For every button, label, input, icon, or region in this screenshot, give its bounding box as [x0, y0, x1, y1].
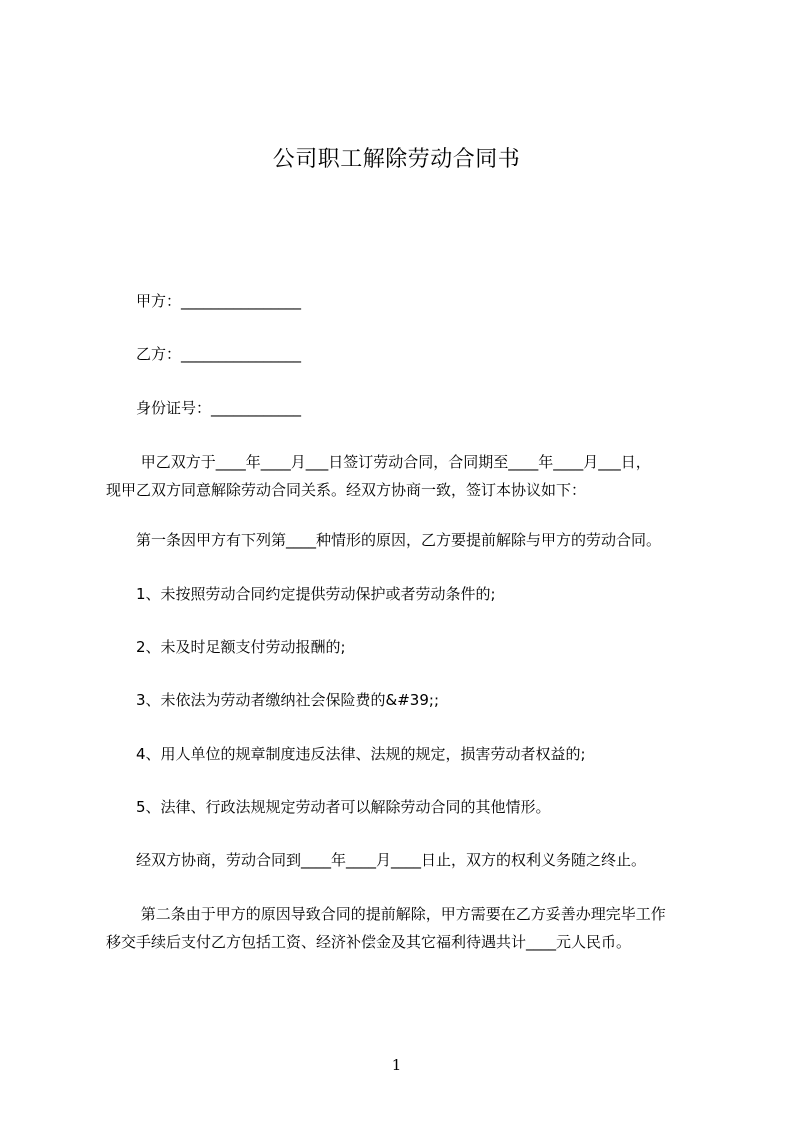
- list-item-1: 1、未按照劳动合同约定提供劳动保护或者劳动条件的;: [136, 585, 496, 603]
- article-2-line-1: 第二条由于甲方的原因导致合同的提前解除，甲方需要在乙方妥善办理完毕工作: [136, 905, 666, 923]
- page-number: 1: [391, 1056, 402, 1074]
- intro-line-1: 甲乙双方于____年____月___日签订劳动合同，合同期至____年____月___日，: [136, 453, 651, 471]
- party-b-line: 乙方：________________: [136, 345, 302, 363]
- list-item-4: 4、用人单位的规章制度违反法律、法规的规定，损害劳动者权益的;: [136, 745, 586, 763]
- id-number-line: 身份证号：____________: [136, 399, 302, 417]
- termination-paragraph: 经双方协商，劳动合同到____年____月____日止，双方的权利义务随之终止。: [136, 851, 647, 869]
- article-2-line-2: 移交手续后支付乙方包括工资、经济补偿金及其它福利待遇共计____元人民币。: [106, 933, 632, 951]
- article-1: 第一条因甲方有下列第____种情形的原因，乙方要提前解除与甲方的劳动合同。: [136, 531, 662, 549]
- list-item-5: 5、法律、行政法规规定劳动者可以解除劳动合同的其他情形。: [136, 798, 551, 816]
- list-item-3: 3、未依法为劳动者缴纳社会保险费的&#39;;: [136, 691, 440, 709]
- party-a-line: 甲方：________________: [136, 292, 302, 310]
- list-item-2: 2、未及时足额支付劳动报酬的;: [136, 638, 346, 656]
- document-title: 公司职工解除劳动合同书: [272, 147, 521, 172]
- intro-line-2: 现甲乙双方同意解除劳动合同关系。经双方协商一致，签订本协议如下：: [106, 481, 587, 499]
